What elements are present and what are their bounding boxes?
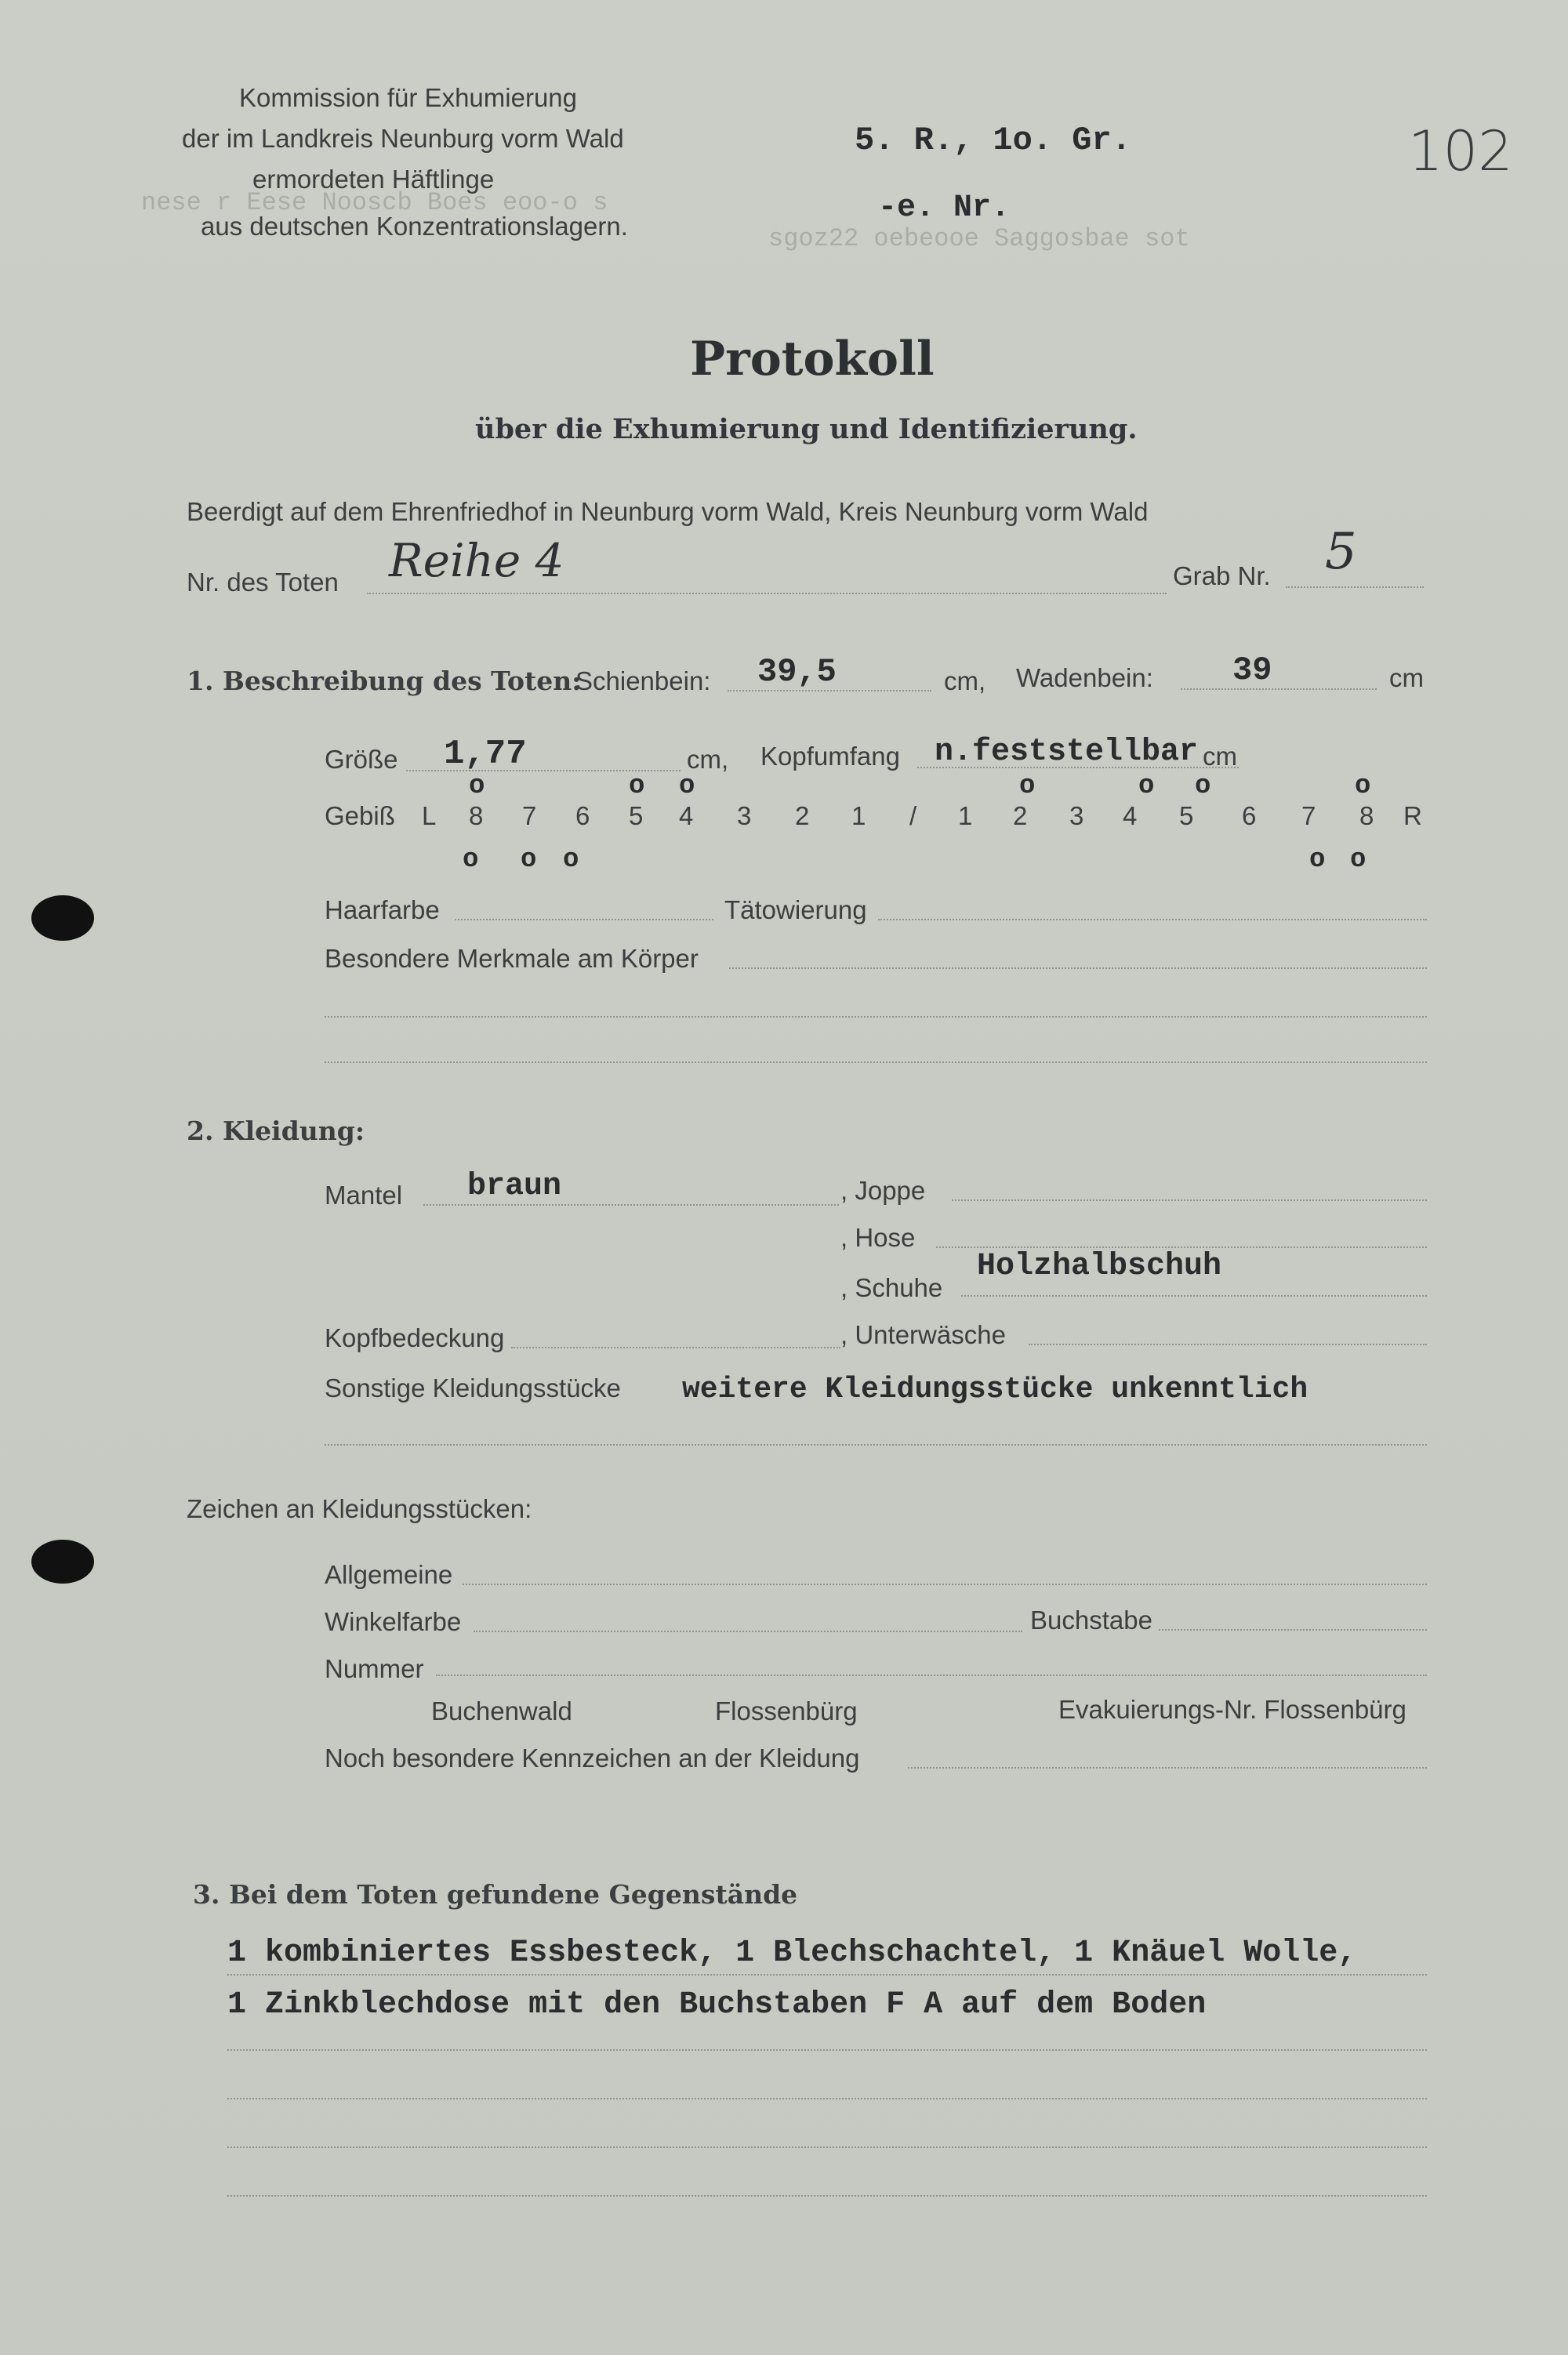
mantel-label: Mantel [325,1181,403,1210]
sonstige-label: Sonstige Kleidungsstücke [325,1373,621,1402]
noch-kennzeichen-label: Noch besondere Kennzeichen an der Kleidung [325,1744,860,1773]
schuhe-label: , Schuhe [840,1273,943,1302]
wadenbein-label: Wadenbein: [1016,663,1153,692]
found-items-line-1: 1 kombiniertes Essbesteck, 1 Blechschachtel, 1 Knäuel Wolle, [227,1936,1357,1971]
tooth-mark-lower: o [1309,845,1326,875]
schuhe-value: Holzhalbschuh [977,1249,1222,1284]
tooth-mark-upper: o [1355,771,1371,801]
gebiss-right-side: R [1403,801,1422,830]
allgemeine-label: Allgemeine [325,1560,453,1589]
tooth-number-left-2: 2 [795,801,810,830]
kopfumfang-label: Kopfumfang [760,742,900,771]
tooth-mark-lower: o [1350,845,1367,875]
org-line-1: Kommission für Exhumierung [239,83,577,112]
tooth-number-left-8: 8 [469,801,484,830]
protocol-subtitle: über die Exhumierung und Identifizierung. [475,413,1138,445]
tooth-mark-lower: o [563,845,579,875]
cm-label: cm, [687,745,729,774]
haarfarbe-label: Haarfarbe [325,895,440,924]
tooth-number-right-7: 7 [1301,801,1316,830]
tooth-number-right-4: 4 [1123,801,1138,830]
tooth-mark-lower: o [521,845,537,875]
taetowierung-label: Tätowierung [724,895,867,924]
tooth-number-right-2: 2 [1013,801,1028,830]
gebiss-separator: / [909,801,917,830]
tooth-mark-lower: o [463,845,479,875]
burial-line: Beerdigt auf dem Ehrenfriedhof in Neunburg vorm Wald, Kreis Neunburg vorm Wald [187,497,1149,526]
tooth-mark-upper: o [679,771,695,801]
merkmale-label: Besondere Merkmale am Körper [325,944,699,973]
schienbein-label: Schienbein: [575,666,711,695]
tooth-number-left-4: 4 [679,801,694,830]
org-line-4: aus deutschen Konzentrationslagern. [201,212,628,241]
evakuierung-label: Evakuierungs-Nr. Flossenbürg [1058,1695,1406,1724]
reference-line-1: 5. R., 1o. Gr. [855,122,1131,159]
grave-number-value: 5 [1325,523,1357,581]
buchstabe-label: Buchstabe [1030,1606,1152,1635]
buchenwald-label: Buchenwald [431,1696,572,1725]
dead-number-value: Reihe 4 [389,534,564,587]
groesse-value: 1,77 [444,735,527,774]
found-items-line-2: 1 Zinkblechdose mit den Buchstaben F A auf dem Boden [227,1987,1207,2023]
unterwaesche-label: , Unterwäsche [840,1320,1006,1349]
sonstige-value: weitere Kleidungsstücke unkenntlich [682,1373,1308,1406]
tooth-number-left-6: 6 [575,801,590,830]
tooth-number-right-8: 8 [1359,801,1374,830]
wadenbein-value: 39 [1232,651,1272,689]
tooth-mark-upper: o [469,771,485,801]
protocol-title: Protokoll [690,332,935,386]
cm-label: cm, [944,666,986,695]
punch-hole-top [31,895,94,941]
tooth-mark-upper: o [629,771,645,801]
winkelfarbe-label: Winkelfarbe [325,1607,462,1636]
marks-heading: Zeichen an Kleidungsstücken: [187,1494,532,1523]
tooth-number-right-3: 3 [1069,801,1084,830]
tooth-mark-upper: o [1138,771,1155,801]
gebiss-left-side: L [422,801,437,830]
org-line-3: ermordeten Häftlinge [252,165,495,194]
dead-number-label: Nr. des Toten [187,568,339,597]
page-number: 102 [1408,119,1513,183]
joppe-label: , Joppe [840,1176,926,1205]
kopfumfang-value: n.feststellbar [935,735,1199,770]
hose-label: , Hose [840,1223,916,1252]
tooth-mark-upper: o [1019,771,1036,801]
tooth-number-right-1: 1 [958,801,973,830]
kopfbedeckung-label: Kopfbedeckung [325,1323,505,1352]
section-3-heading: 3. Bei dem Toten gefundene Gegenstände [193,1879,798,1910]
tooth-number-right-5: 5 [1179,801,1194,830]
org-line-2: der im Landkreis Neunburg vorm Wald [182,124,624,153]
section-1-heading: 1. Beschreibung des Toten: [187,666,582,696]
tooth-number-left-7: 7 [522,801,537,830]
print-through-text: nese r Eese Nooscb Boes eoo-o s [141,188,608,217]
mantel-value: braun [467,1169,562,1204]
tooth-number-left-3: 3 [737,801,752,830]
flossenbuerg-label: Flossenbürg [715,1696,858,1725]
reference-line-2: -e. Nr. [878,191,1011,226]
tooth-mark-upper: o [1195,771,1211,801]
nummer-label: Nummer [325,1654,424,1683]
grave-number-label: Grab Nr. [1173,561,1271,590]
print-through-text: sgoz22 oebeooe Saggosbae sot [768,224,1190,253]
gebiss-label: Gebiß [325,801,395,830]
tooth-number-right-6: 6 [1242,801,1257,830]
cm-label: cm [1389,663,1424,692]
groesse-label: Größe [325,745,398,774]
tooth-number-left-1: 1 [851,801,866,830]
section-2-heading: 2. Kleidung: [187,1116,365,1146]
schienbein-value: 39,5 [757,653,837,691]
tooth-number-left-5: 5 [629,801,644,830]
cm-label: cm [1203,742,1237,771]
punch-hole-bottom [31,1540,94,1584]
